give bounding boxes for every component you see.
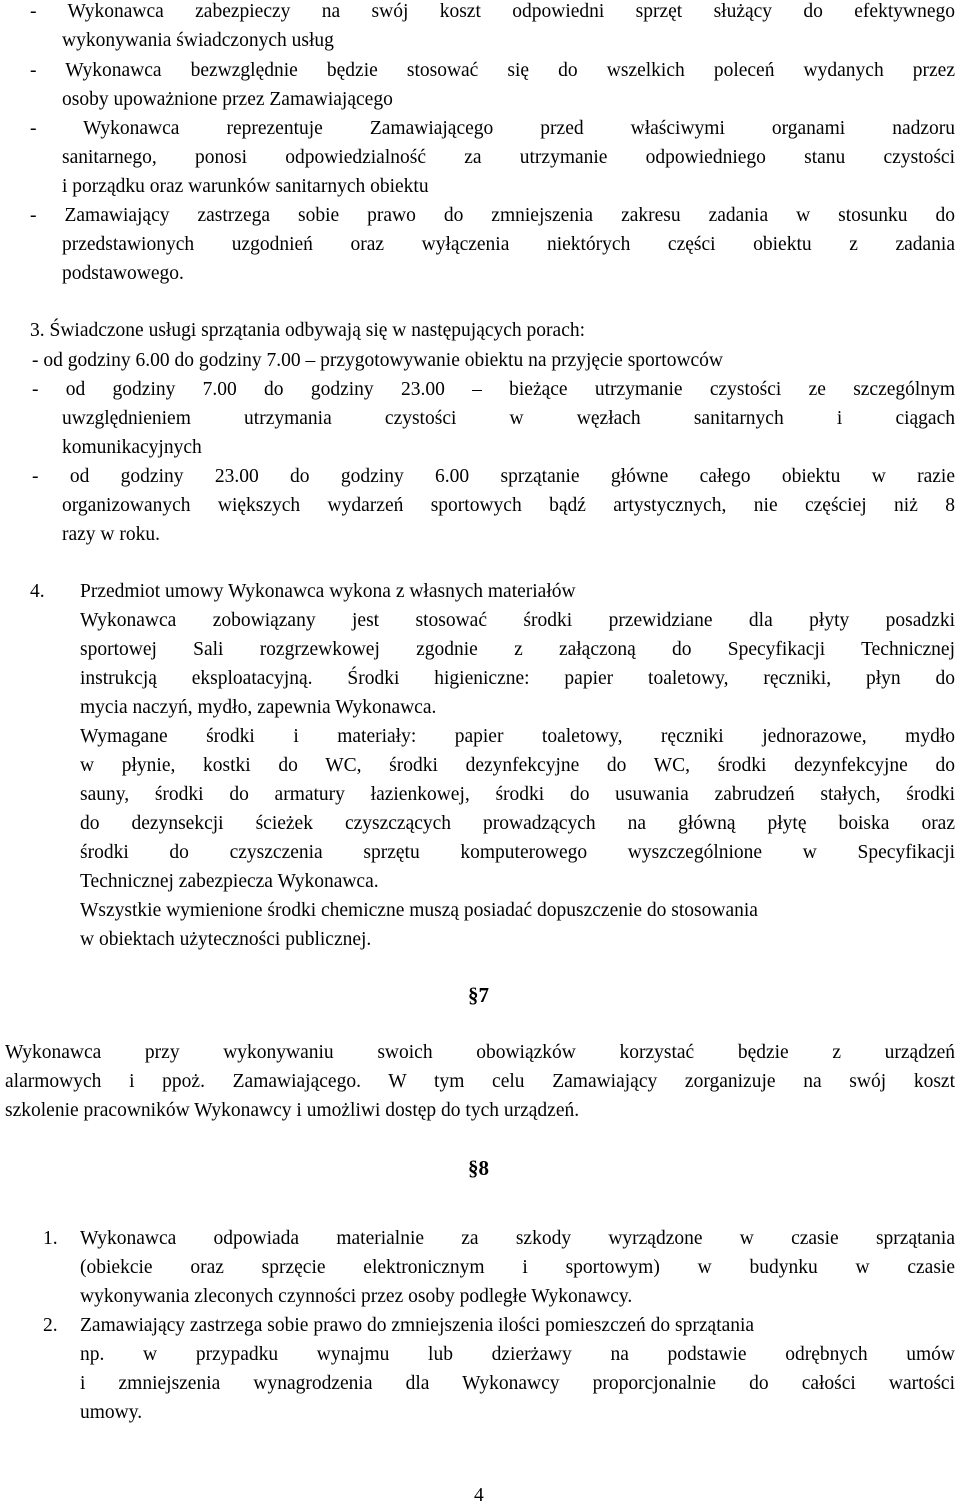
point-4-line: w płynie, kostki do WC, środki dezynfekcyjne do WC, środki dezynfekcyjne do	[80, 755, 955, 776]
point-3-title: 3. Świadczone usługi sprzątania odbywają się w następujących porach:	[30, 320, 586, 341]
bullet-line: - Wykonawca zabezpieczy na swój koszt odpowiedni sprzęt służący do efektywnego	[30, 1, 955, 22]
section-7-line: alarmowych i ppoż. Zamawiającego. W tym celu Zamawiający zorganizuje na swój koszt	[5, 1071, 955, 1092]
point-4-line: środki do czyszczenia sprzętu komputerowego wyszczególnione w Specyfikacji	[80, 842, 955, 863]
section-8-heading: §8	[468, 1156, 489, 1180]
page-number: 4	[474, 1485, 484, 1506]
point-4-line: mycia naczyń, mydło, zapewnia Wykonawca.	[80, 697, 437, 718]
section-7-line: szkolenie pracowników Wykonawcy i umożliwi dostęp do tych urządzeń.	[5, 1100, 580, 1121]
section-8-item-line: i zmniejszenia wynagrodzenia dla Wykonawcy proporcjonalnie do całości wartości	[80, 1373, 955, 1394]
schedule-line: organizowanych większych wydarzeń sportowych bądź artystycznych, nie częściej niż 8	[62, 495, 955, 516]
point-4-line: do dezynsekcji ścieżek czyszczących prowadzących na główną płytę boiska oraz	[80, 813, 955, 834]
section-7-line: Wykonawca przy wykonywaniu swoich obowiązków korzystać będzie z urządzeń	[5, 1042, 955, 1063]
section-8-item-line: Zamawiający zastrzega sobie prawo do zmniejszenia ilości pomieszczeń do sprzątania	[80, 1315, 755, 1336]
point-4-line: w obiektach użyteczności publicznej.	[80, 929, 372, 950]
point-4-line: Przedmiot umowy Wykonawca wykona z własnych materiałów	[80, 581, 576, 602]
schedule-line: razy w roku.	[62, 524, 161, 545]
bullet-line: - Wykonawca bezwzględnie będzie stosować się do wszelkich poleceń wydanych przez	[30, 60, 955, 81]
bullet-line: osoby upoważnione przez Zamawiającego	[62, 89, 393, 110]
point-4-line: sportowej Sali rozgrzewkowej zgodnie z załączoną do Specyfikacji Technicznej	[80, 639, 955, 660]
bullet-line: i porządku oraz warunków sanitarnych obiektu	[62, 176, 429, 197]
point-4-line: sauny, środki do armatury łazienkowej, środki do usuwania zabrudzeń stałych, środki	[80, 784, 955, 805]
point-4-number: 4.	[30, 581, 45, 602]
section-8-item-line: umowy.	[80, 1402, 143, 1423]
section-8-item-number: 2.	[43, 1315, 58, 1336]
schedule-line: uwzględnieniem utrzymania czystości w węzłach sanitarnych i ciągach	[62, 408, 955, 429]
schedule-line: - od godziny 7.00 do godziny 23.00 – bieżące utrzymanie czystości ze szczególnym	[32, 379, 955, 400]
point-4-line: Technicznej zabezpiecza Wykonawca.	[80, 871, 379, 892]
section-7-heading: §7	[468, 983, 489, 1007]
bullet-line: podstawowego.	[62, 263, 184, 284]
point-4-line: instrukcją eksploatacyjną. Środki higieniczne: papier toaletowy, ręczniki, płyn do	[80, 668, 955, 689]
point-4-line: Wszystkie wymienione środki chemiczne muszą posiadać dopuszczenie do stosowania	[80, 900, 758, 921]
section-8-item-line: np. w przypadku wynajmu lub dzierżawy na podstawie odrębnych umów	[80, 1344, 955, 1365]
bullet-line: - Wykonawca reprezentuje Zamawiającego przed właściwymi organami nadzoru	[30, 118, 955, 139]
section-8-item-line: (obiekcie oraz sprzęcie elektronicznym i sportowym) w budynku w czasie	[80, 1257, 955, 1278]
point-4-line: Wykonawca zobowiązany jest stosować środki przewidziane dla płyty posadzki	[80, 610, 955, 631]
section-8-item-number: 1.	[43, 1228, 58, 1249]
point-4-line: Wymagane środki i materiały: papier toaletowy, ręczniki jednorazowe, mydło	[80, 726, 955, 747]
schedule-line: komunikacyjnych	[62, 437, 202, 458]
bullet-line: sanitarnego, ponosi odpowiedzialność za utrzymanie odpowiedniego stanu czystości	[62, 147, 955, 168]
section-8-item-line: wykonywania zleconych czynności przez osoby podległe Wykonawcy.	[80, 1286, 633, 1307]
schedule-line: - od godziny 6.00 do godziny 7.00 – przygotowywanie obiektu na przyjęcie sportowców	[32, 350, 724, 371]
schedule-line: - od godziny 23.00 do godziny 6.00 sprzątanie główne całego obiektu w razie	[32, 466, 955, 487]
section-8-item-line: Wykonawca odpowiada materialnie za szkody wyrządzone w czasie sprzątania	[80, 1228, 955, 1249]
bullet-line: przedstawionych uzgodnień oraz wyłączenia niektórych części obiektu z zadania	[62, 234, 955, 255]
bullet-line: wykonywania świadczonych usług	[62, 30, 334, 51]
bullet-line: - Zamawiający zastrzega sobie prawo do zmniejszenia zakresu zadania w stosunku do	[30, 205, 955, 226]
